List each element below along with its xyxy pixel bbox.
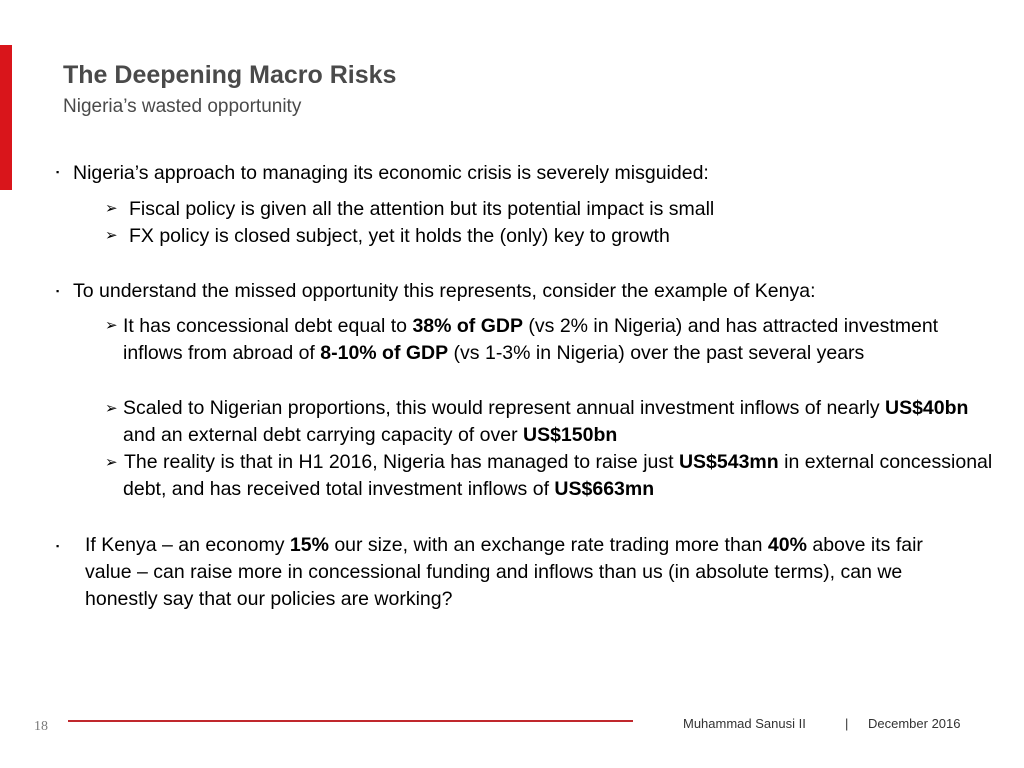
footer-separator: | <box>845 716 849 731</box>
bold-figure: US$543mn <box>678 451 779 473</box>
arrow-bullet-icon: ➢ <box>105 454 118 471</box>
bullet-nigeria-approach: Nigeria’s approach to managing its economic crisis is severely misguided: <box>73 162 709 184</box>
arrow-bullet-icon: ➢ <box>105 227 118 244</box>
bold-figure: US$150bn <box>522 424 618 446</box>
text-run: (vs 2% in Nigeria) and has attracted investment inflows from abroad of <box>123 315 939 364</box>
arrow-bullet-icon: ➢ <box>105 400 118 417</box>
text-run: Scaled to Nigerian proportions, this would represent annual investment inflows of nearly <box>123 397 885 419</box>
bold-figure: 15% <box>289 534 329 556</box>
arrow-bullet-icon: ➢ <box>105 200 118 217</box>
bold-figure: US$663mn <box>554 478 655 500</box>
text-run: in external concessional debt, and has received total investment inflows of <box>123 451 993 500</box>
text-run: and an external debt carrying capacity of over <box>123 424 523 446</box>
bold-figure: 40% <box>767 534 807 556</box>
square-bullet-icon: ▪ <box>56 167 60 177</box>
page-number: 18 <box>34 719 48 734</box>
footer-date: December 2016 <box>868 716 961 731</box>
text-run: above its fair value – can raise more in concessional funding and inflows than us (in absolute terms), can we honestly say that our policies are working? <box>85 534 923 610</box>
slide-subtitle: Nigeria’s wasted opportunity <box>63 96 302 117</box>
bullet-kenya-question <box>85 532 945 613</box>
text-run: If Kenya – an economy <box>85 534 290 556</box>
slide-title: The Deepening Macro Risks <box>63 61 397 89</box>
sub-bullet-fiscal-policy: Fiscal policy is given all the attention but its potential impact is small <box>129 198 715 220</box>
sub-bullet-reality-h1-2016 <box>123 449 993 503</box>
text-run: (vs 1-3% in Nigeria) over the past several years <box>448 342 865 364</box>
footer-rule <box>68 720 633 722</box>
bold-figure: US$40bn <box>885 397 969 419</box>
square-bullet-icon: ▪ <box>56 541 60 551</box>
text-run: It has concessional debt equal to <box>123 315 413 337</box>
square-bullet-icon: ▪ <box>56 286 60 296</box>
sub-bullet-kenya-debt <box>123 313 993 367</box>
text-run: our size, with an exchange rate trading more than <box>328 534 768 556</box>
text-run: The reality is that in H1 2016, Nigeria has managed to raise just <box>124 451 679 473</box>
bold-figure: 8-10% of GDP <box>320 342 449 364</box>
sub-bullet-fx-policy: FX policy is closed subject, yet it holds the (only) key to growth <box>129 225 670 247</box>
accent-bar <box>0 45 12 190</box>
bold-figure: 38% of GDP <box>412 315 523 337</box>
arrow-bullet-icon: ➢ <box>105 317 118 334</box>
bullet-kenya-example: To understand the missed opportunity this represents, consider the example of Kenya: <box>73 280 816 302</box>
footer-author: Muhammad Sanusi II <box>683 716 806 731</box>
sub-bullet-scaled-proportions <box>123 395 993 449</box>
